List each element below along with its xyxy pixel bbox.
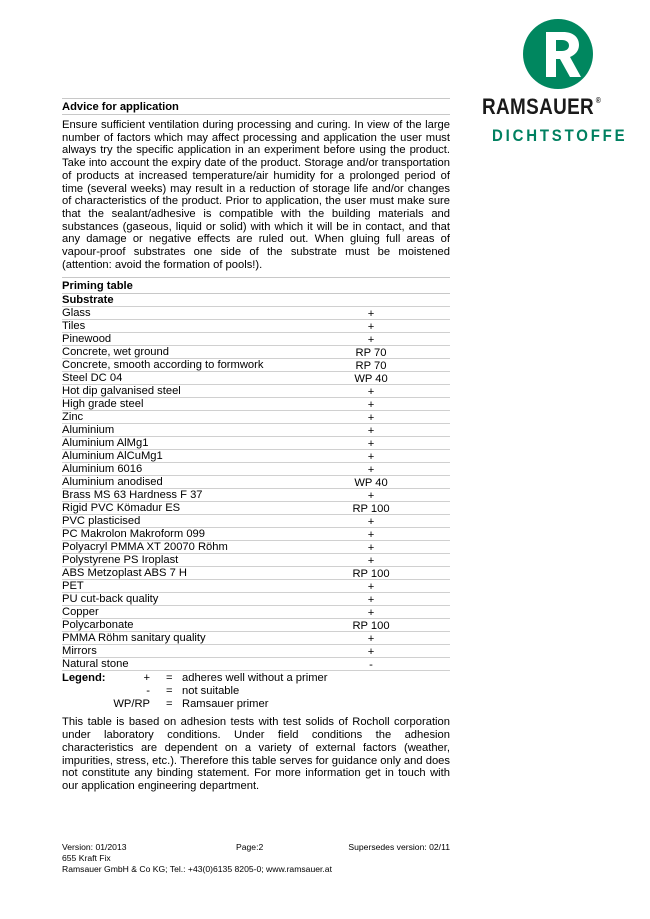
table-row [62,619,450,632]
table-row [62,593,450,606]
primer-value: + [367,490,375,503]
table-row [62,333,450,346]
table-row [62,489,450,502]
primer-value: + [367,581,375,594]
table-body [62,307,450,671]
main-content [62,98,450,793]
legend [62,672,450,712]
primer-value: + [367,607,375,620]
table-row [62,385,450,398]
substrate-name: Polycarbonate [62,619,134,632]
table-row [62,476,450,489]
table-row [62,606,450,619]
primer-value: RP 100 [352,620,390,633]
table-row [62,359,450,372]
primer-value: + [367,464,375,477]
legend-description: not suitable [182,685,240,698]
primer-value: + [367,555,375,568]
primer-value: RP 70 [355,360,387,373]
footer [62,842,450,875]
substrate-header: Substrate [62,294,114,307]
registered-mark: ® [595,96,602,105]
table-row [62,346,450,359]
legend-equals: = [166,685,173,698]
substrate-name: Tiles [62,320,86,333]
legend-label: Legend: [62,672,106,685]
primer-value: + [367,529,375,542]
primer-value: RP 100 [352,568,390,581]
primer-value: WP 40 [354,373,388,386]
table-row [62,515,450,528]
divider [62,114,450,115]
primer-value: + [367,594,375,607]
substrate-name: Aluminium AlCuMg1 [62,450,163,463]
primer-value: + [367,425,375,438]
primer-value: + [367,438,375,451]
company-contact: Ramsauer GmbH & Co KG; Tel.: +43(0)6135 8205-0; www.ramsauer.at [62,864,332,874]
primer-value: + [367,321,375,334]
table-row [62,398,450,411]
substrate-name: PMMA Röhm sanitary quality [62,632,206,645]
table-row [62,411,450,424]
primer-value: + [367,412,375,425]
table-row [62,424,450,437]
substrate-name: Glass [62,307,91,320]
primer-value: + [367,386,375,399]
primer-value: RP 70 [355,347,387,360]
primer-value: - [369,659,373,672]
substrate-name: Mirrors [62,645,97,658]
table-row [62,658,450,671]
brand-name [482,94,611,120]
primer-value: + [367,633,375,646]
table-row [62,554,450,567]
legend-equals: = [166,672,173,685]
substrate-name: Aluminium [62,424,115,437]
table-row [62,645,450,658]
table-row [62,541,450,554]
substrate-name: Steel DC 04 [62,372,123,385]
legend-symbol: WP/RP [113,698,150,711]
primer-value: + [367,399,375,412]
substrate-name: Pinewood [62,333,112,346]
priming-table [62,294,450,671]
substrate-name: Aluminium anodised [62,476,163,489]
ramsauer-r-logo-icon [522,18,594,90]
table-row [62,450,450,463]
table-row [62,307,450,320]
advice-text: Ensure sufficient ventilation during processing and curing. In view of the large number of factors which may affect processing and application the user must always try the specific application in an experiment before using the product. Take into account the expiry date of the product. Storage and/or transportation of products at increased temperature/air humidity for a prolonged period of time (several weeks) may result in a reduction of storage life and/or changes of characteristics of the product. Prior to application, the user must make sure that the sealant/adhesive is compatible with the building materials and substances (gaseous, liquid or solid) with which it will be in contact, and that any damage or negative effects are ruled out. When gluing full areas of vapour-proof substrates one side of the substrate must be moistened (attention: avoid the formation of pools!). [62,119,450,271]
table-row [62,580,450,593]
substrate-name: PET [62,580,84,593]
legend-description: Ramsauer primer [182,698,269,711]
substrate-name: PU cut-back quality [62,593,159,606]
substrate-name: Brass MS 63 Hardness F 37 [62,489,203,502]
legend-symbol: - [146,685,150,698]
table-row [62,372,450,385]
brand-subtitle: DICHTSTOFFE [492,126,628,145]
page-number: Page:2 [236,842,264,852]
substrate-name: Concrete, wet ground [62,346,169,359]
primer-value: + [367,646,375,659]
primer-value: RP 100 [352,503,390,516]
primer-value: + [367,451,375,464]
primer-value: + [367,334,375,347]
legend-equals: = [166,698,173,711]
version-label: Version: 01/2013 [62,842,127,852]
primer-value: + [367,516,375,529]
product-name: 655 Kraft Fix [62,853,111,863]
table-row [62,567,450,580]
substrate-name: Polystyrene PS Iroplast [62,554,179,567]
table-header-row [62,294,450,307]
footer-meta-row [62,842,450,853]
substrate-name: Polyacryl PMMA XT 20070 Röhm [62,541,228,554]
disclaimer-note: This table is based on adhesion tests with test solids of Rocholl corporation under laboratory conditions. Under field conditions the adhesion characteristics are dependent on a variety of external factors (weather, impurities, stress, etc.). Therefore this table serves for guidance only and does not constitute any binding statement. For more information get in touch with our application engineering department. [62,716,450,792]
priming-title: Priming table [62,280,133,293]
table-row [62,528,450,541]
table-row [62,320,450,333]
primer-value: WP 40 [354,477,388,490]
table-row [62,437,450,450]
brand-name-text: RAMSAUER [482,94,595,119]
primer-value: + [367,308,375,321]
substrate-name: Concrete, smooth according to formwork [62,359,264,372]
substrate-name: Hot dip galvanised steel [62,385,181,398]
primer-value: + [367,542,375,555]
supersedes-label: Supersedes version: 02/11 [348,842,450,852]
substrate-name: Aluminium AlMg1 [62,437,149,450]
substrate-name: High grade steel [62,398,144,411]
table-row [62,632,450,645]
substrate-name: Aluminium 6016 [62,463,143,476]
substrate-name: PVC plasticised [62,515,141,528]
substrate-name: ABS Metzoplast ABS 7 H [62,567,187,580]
table-row [62,463,450,476]
advice-title: Advice for application [62,101,179,113]
substrate-name: Zinc [62,411,84,424]
table-row [62,502,450,515]
legend-description: adheres well without a primer [182,672,328,685]
substrate-name: PC Makrolon Makroform 099 [62,528,206,541]
substrate-name: Natural stone [62,658,129,671]
substrate-name: Copper [62,606,99,619]
substrate-name: Rigid PVC Kömadur ES [62,502,181,515]
legend-symbol: + [143,672,150,685]
